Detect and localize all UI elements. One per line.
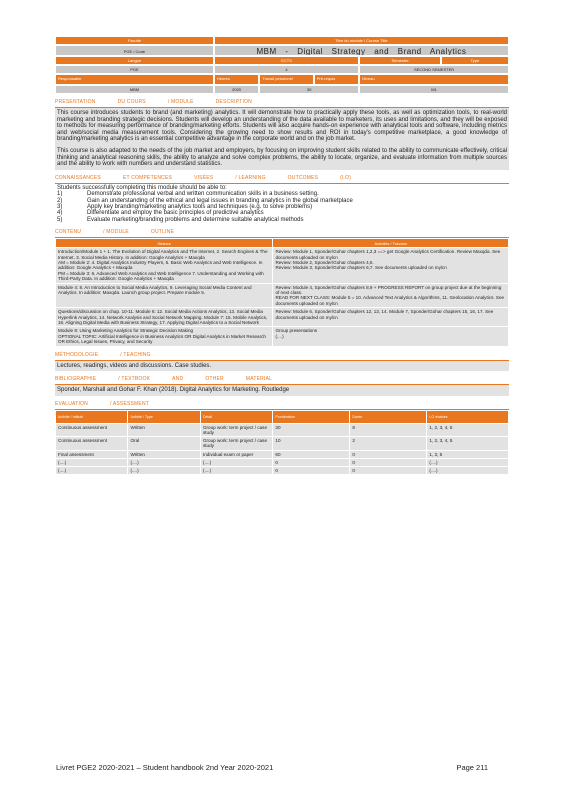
outline-session-cell: Module 4: 8. An Introduction to Social Media Analytics, 9. Leveraging Social Media Content and Analytics. In addition: Maxqda. Launch group project. Prepare module 5. (56, 283, 273, 308)
outline-row (56, 248, 509, 283)
assessment-row (56, 467, 509, 475)
assessment-duration-cell: 0 (350, 450, 427, 458)
assessment-header-lo: LO évalués (427, 410, 509, 423)
heading-word: EVALUATION (55, 400, 88, 407)
assessment-header-duration: Durée (350, 410, 427, 423)
assessment-lo-cell: (....) (427, 458, 509, 466)
heading-word: / LEARNING (235, 174, 266, 181)
assessment-duration-cell: 0 (350, 467, 427, 475)
header-responsible-value: MBM (55, 85, 214, 94)
outcome-number: 4) (57, 210, 63, 217)
assessment-title-cell: Continuous assessment (56, 423, 128, 436)
outcome-number: 3) (57, 203, 63, 210)
assessment-title-cell: Continuous assessment (56, 437, 128, 450)
course-sheet (55, 36, 509, 475)
header-faculty: Faculté (55, 36, 214, 45)
outcome-number: 1) (57, 191, 63, 198)
bibliography-text: Sponder, Marshall and Gohar F. Khan (2018). Digital Analytics for Marketing. Routledge (55, 385, 509, 396)
header-personal-work-value: 30 (259, 85, 359, 94)
header-ects-label: ECTS (214, 56, 359, 65)
assessment-title-cell: (....) (56, 458, 128, 466)
outline-session-cell: Introduction/Module 1 + 1. The Evolution of Digital Analytics and The Internet, 2. Search Engines & The Internet, 3. Social Media History. In addition: Google Analytics + Maxqda AM = Module 2: 4. Digital Analytics Industry Players, 5. Basic Web Analytics and Web Intelligence. In addition: Google Analytics + Maxqda PM = Module 3: 6. Advanced Web Analytics and Web Intelligence 7. Understanding and Working with Third-Party Data. In addition: Google Analytics + Maxqda (56, 248, 273, 283)
assessment-title-cell: (....) (56, 467, 128, 475)
heading-word: PRESENTATION (55, 99, 96, 105)
heading-word: (LO) (340, 174, 351, 181)
header-level-label: Niveau (359, 74, 509, 85)
assessment-weight-cell: 60 (273, 450, 350, 458)
assessment-type-cell: (....) (128, 467, 200, 475)
header-type-label: Type (441, 56, 509, 65)
heading-word: CONNAISSANCES (55, 174, 101, 181)
heading-word: DU COURS (117, 99, 146, 105)
learning-outcomes (55, 184, 509, 224)
outline-row (56, 327, 509, 346)
heading-word: OUTCOMES (287, 174, 319, 181)
heading-word: / MODULE (167, 99, 194, 105)
outline-row (56, 308, 509, 327)
assessment-lo-cell: 1, 2, 3, 4, 5 (427, 423, 509, 436)
outline-header-session: Séance (56, 239, 273, 248)
assessment-header-detail: Détail (200, 410, 272, 423)
assessment-lo-cell: 1, 2, 3, 4, 5 (427, 437, 509, 450)
heading-word: MÉTHODOLOGIE (55, 351, 99, 358)
assessment-weight-cell: 0 (273, 467, 350, 475)
heading-word: CONTENU (55, 229, 82, 236)
assessment-duration-cell: 2 (350, 437, 427, 450)
header-semester-label: Semestre (359, 56, 441, 65)
outline-activity-cell: Review: Module 4, Sponder/Gohar chapters 8,9 + PROGRESS REPORT on group project due at the beginning of next class. READ FOR NEXT CLASS: Module 5 = 10. Advanced Text Analytics & Algorithms, 11. Geolocation Analytics. See documents uploaded on mylcn (273, 283, 509, 308)
outcome-list (57, 191, 507, 223)
assessment-row (56, 423, 509, 436)
outline-activity-cell: Review: Module 1, Sponder/Gohar chapters 1,2,3 ==> get Google Analytics Certification. Review Maxqda. See documents uploaded on mylcn Review: Module 2, Sponder/Gohar chapters 4,5. Review: Module 3, Sponder/Gohar chapters 6,7. See documents uploaded on mylcn (273, 248, 509, 283)
assessment-type-cell: (....) (128, 458, 200, 466)
assessment-detail-cell: Group work: term project / case study (200, 437, 272, 450)
assessment-type-cell: Written (128, 450, 200, 458)
assessment-detail-cell: Individual exam or paper (200, 450, 272, 458)
outline-session-cell: Questions/discussion on chap. 10-11. Module 6: 12. Social Media Actions Analytics, 13. Social Media Hyperlink Analytics, 14. Network Analysis and Social Network Mapping. Module 7: 15. Mobile Analytics, 16. Aligning Digital Media with Business Strategy, 17. Applying Digital Analytics to a Social Network (56, 308, 273, 327)
heading-word: / TEXTBOOK (118, 376, 151, 383)
heading-word: DESCRIPTION (215, 99, 252, 105)
header-course-title-label: Titre du module / Course Title (214, 36, 509, 45)
assessment-weight-cell: 10 (273, 437, 350, 450)
heading-word: OTHER (205, 376, 224, 383)
heading-word: OUTLINE (150, 229, 174, 236)
outcome-text: Apply key branding/marketing analytics tools and techniques (e.g. to solve problems) (87, 203, 313, 210)
header-language-value: PGE (55, 65, 214, 74)
assessment-duration-cell: 0 (350, 458, 427, 466)
heading-word: ET COMPÉTENCES (122, 174, 173, 181)
header-responsible-label: Responsable (55, 74, 214, 85)
description-paragraph-2: This course is also adapted to the needs of the job market and employers, by focusing on improving student skills related to the ability to communicate effectively, critical thinking and analytical reasoning skills, the ability to analyze and solve complex problems, the ability to locate, organize, and evaluate information from multiple sources and the ability to work with numbers and understand statistics. (57, 147, 507, 168)
heading-word: VISÉES (194, 174, 214, 181)
header-personal-work-label: Travail personnel (259, 74, 313, 85)
outcome-text: Differentiate and employ the basic principles of predictive analytics (87, 210, 264, 217)
assessment-row (56, 458, 509, 466)
header-code: PGE / Code (55, 45, 214, 56)
assessment-weight-cell: 30 (273, 423, 350, 436)
description-paragraph-1: This course introduces students to brand (and marketing) analytics. It will demonstrate how to practically apply these tools, as well as optimization tools, to real-world marketing and branding strategic decisions. Students will develop an understanding of the data available to marketers, its uses and limitations, and they will be exposed to methods for measuring performance of branding/marketing efforts. Students will also acquire hands-on experience with analytical tools and software, including metrics and web/social media measurement tools. Considering the growing need to show results and ROI in today's competitive marketplace, a good knowledge of branding/marketing analytics is an essential competitive advantage in the corporate world and on the job market. (57, 110, 507, 143)
outcomes-intro: Students successfully completing this module should be able to: (57, 184, 227, 191)
heading-word: MATERIAL (245, 376, 273, 383)
heading-word: / MODULE (103, 229, 129, 236)
heading-word: / ASSESSMENT (109, 400, 150, 407)
heading-word: BIBLIOGRAPHIE (55, 376, 97, 383)
outline-row (56, 283, 509, 308)
assessment-weight-cell: 0 (273, 458, 350, 466)
outcome-text: Evaluate marketing/branding problems and determine suitable analytical methods (87, 216, 304, 223)
assessment-header-weight: Pondération (273, 410, 350, 423)
assessment-type-cell: Oral (128, 437, 200, 450)
footer-page-number: Page 211 (456, 763, 488, 772)
heading-word: / TEACHING (120, 351, 151, 358)
assessment-lo-cell: 1, 3, 5 (427, 450, 509, 458)
assessment-header-type: Activité / Type (128, 410, 200, 423)
header-language-label: Langue (55, 56, 214, 65)
section-bibliography-heading (55, 374, 509, 385)
header-prereq-label: Pré-requis (314, 74, 359, 85)
assessment-duration-cell: 8 (350, 423, 427, 436)
outline-header-activities: Activités / Travaux (273, 239, 509, 248)
header-hours-value: 2020 (214, 85, 259, 94)
outcome-item (57, 217, 507, 223)
assessment-title-cell: Final assessment (56, 450, 128, 458)
header-hours-label: Heures (214, 74, 259, 85)
outline-session-cell: Module 8: Using Marketing Analytics for Strategic Decision Making OPTIONAL TOPIC: Artificial Intelligence in Business Analytics OR Digital Analytics in Market Research OR Ethics, Legal Issues, Privacy, and Security (56, 327, 273, 346)
footer-handbook-title: Livret PGE2 2020-2021 – Student handbook 2nd Year 2020-2021 (56, 763, 274, 772)
course-description (55, 108, 509, 170)
header-semester-value: SECOND SEMESTER (359, 65, 509, 74)
assessment-detail-cell: Group work: term project / case study (200, 423, 272, 436)
header-level-value: M1 (359, 85, 509, 94)
assessment-header-title: Activité / Intitulé (56, 410, 128, 423)
outcome-number: 5) (57, 216, 63, 223)
assessment-type-cell: Written (128, 423, 200, 436)
heading-word: AND (172, 376, 184, 383)
assessment-lo-cell: (....) (427, 467, 509, 475)
outcome-text: Gain an understanding of the ethical and legal issues in branding analytics in the global marketplace (87, 197, 353, 204)
section-outline-heading (55, 227, 509, 238)
section-presentation-heading (55, 97, 509, 108)
outcome-text: Demonstrate professional verbal and written communication skills in a business setting. (87, 191, 319, 198)
assessment-detail-cell: (....) (200, 458, 272, 466)
outline-activity-cell: Review: Module 6, Sponder/Gohar chapters 12, 13, 14. Module 7, Sponder/Gohar chapters 15, 16, 17. See documents uploaded on mylcn (273, 308, 509, 327)
section-outcomes-heading (55, 173, 509, 184)
outline-activity-cell: Group presentations (....) (273, 327, 509, 346)
page-footer (56, 763, 488, 772)
methodology-text: Lectures, readings, videos and discussions. Case studies. (55, 361, 509, 372)
outcome-number: 2) (57, 197, 63, 204)
assessment-table (55, 410, 509, 475)
course-title: MBM - Digital Strategy and Brand Analytics (214, 45, 509, 56)
module-outline-table (55, 238, 509, 347)
header-grid (55, 36, 509, 94)
section-evaluation-heading (55, 399, 509, 410)
assessment-row (56, 450, 509, 458)
assessment-row (56, 437, 509, 450)
section-methodology-heading (55, 350, 509, 361)
header-ects-value: 4 (214, 65, 359, 74)
assessment-detail-cell: (....) (200, 467, 272, 475)
